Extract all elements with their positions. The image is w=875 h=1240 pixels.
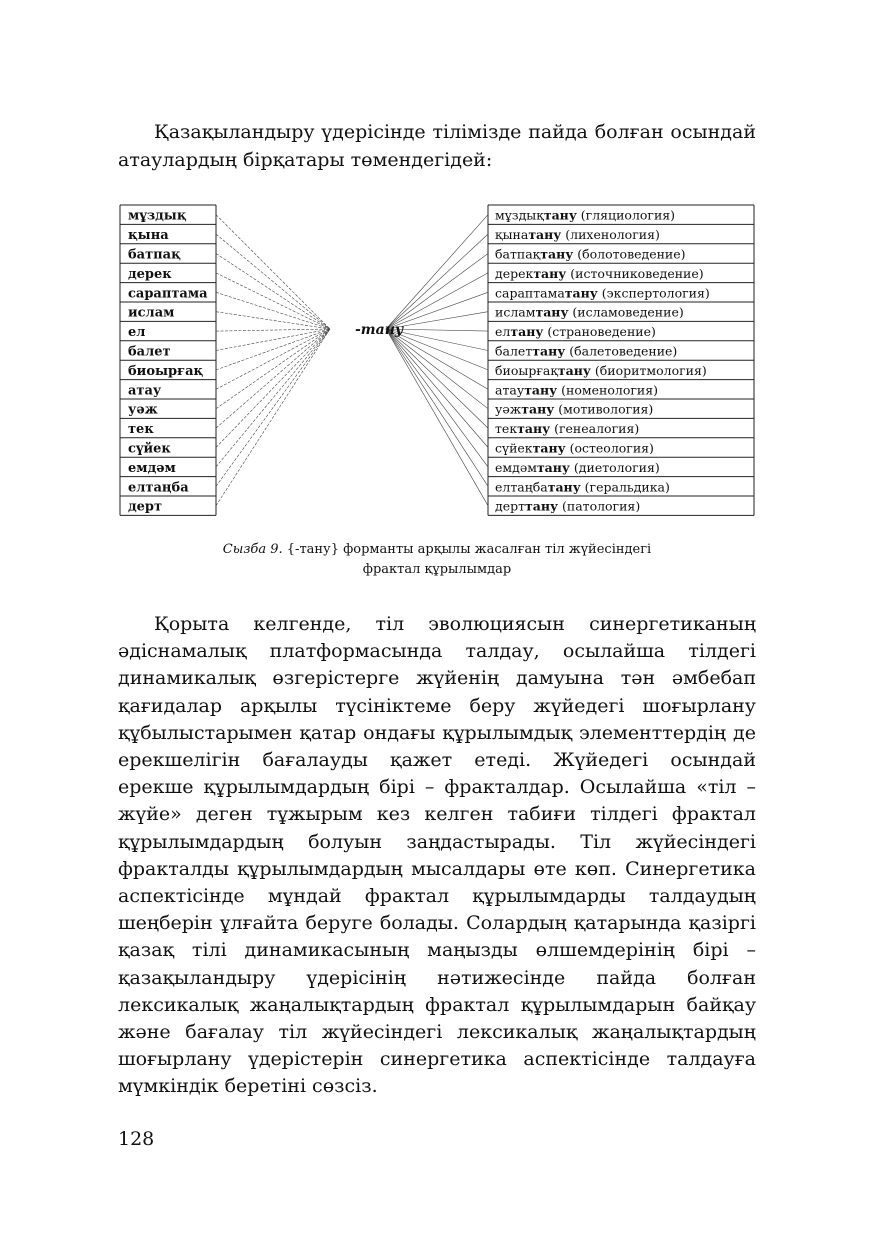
term-stem: қына [495,227,529,243]
left-word: ел [128,325,146,341]
term-gloss: (остеология) [565,440,654,456]
term-stem: батпақ [495,246,541,262]
term-stem: сүйек [495,440,533,456]
left-ray [216,329,330,351]
right-term [495,324,656,339]
term-suffix: тану [528,227,562,243]
left-word: тек [128,422,154,438]
intro-paragraph: Қазақыландыру үдерісінде тілімізде пайда болған осындай атаулардың бірқатары төмендегідей: [118,121,756,171]
right-ray [386,329,488,409]
center-suffix-label: -тану [355,322,404,338]
left-word: дерек [128,266,172,282]
term-stem: мұздық [495,207,544,223]
left-word: ислам [128,305,175,321]
left-word: биоырғақ [128,363,204,379]
right-term [495,305,684,320]
term-stem: емдәм [495,459,537,475]
term-gloss: (болотоведение) [573,246,686,262]
left-ray [216,329,330,448]
right-term [495,363,707,378]
left-ray [216,329,330,331]
term-suffix: тану [533,265,567,281]
left-ray [216,329,330,428]
right-term [495,460,660,475]
term-suffix: тану [536,459,570,475]
term-gloss: (номенология) [557,382,658,398]
term-suffix: тану [540,246,574,262]
term-suffix: тану [547,479,581,495]
left-ray [216,292,330,329]
term-gloss: (лихенология) [561,227,660,243]
right-term-table [488,205,754,515]
left-ray [216,329,330,486]
term-stem: атау [495,382,525,398]
left-word: балет [128,344,171,360]
right-term [495,499,640,514]
term-gloss: (исламоведение) [568,304,684,320]
right-term [495,441,654,456]
term-stem: балет [495,343,533,359]
right-term [495,479,670,494]
left-ray [216,329,330,370]
caption-line-2: фрактал құрылымдар [362,562,512,577]
term-suffix: тану [543,207,577,223]
caption-line-1: {-тану} форманты арқылы жасалған тіл жүйесіндегі [282,542,652,557]
right-term [495,344,677,359]
left-word: сүйек [128,441,171,457]
connector-lines [216,215,488,506]
term-gloss: (гляциология) [576,207,676,223]
term-stem: сараптама [495,285,565,301]
left-ray [216,329,330,409]
right-term [495,227,660,242]
left-word: қына [128,228,169,244]
right-term [495,285,710,300]
term-suffix: тану [532,343,566,359]
term-stem: уәж [495,401,522,417]
left-word: батпақ [128,247,181,263]
term-gloss: (страноведение) [543,324,656,340]
term-gloss: (диетология) [569,459,660,475]
term-stem: ислам [495,304,536,320]
right-term [495,208,675,223]
term-gloss: (мотивология) [554,401,654,417]
left-ray [216,329,330,389]
caption-label: Сызба 9. [222,542,283,557]
term-suffix: тану [517,421,551,437]
term-stem: биоырғақ [495,362,558,378]
left-ray [216,312,330,329]
left-word: атау [128,383,162,399]
body-paragraph: Қорыта келгенде, тіл эволюциясын синергетиканың әдіснамалық платформасында талдау, осылайша тілдегі динамикалық өзгерістерге жүйенің дамуына тән әмбебап қағидалар арқылы түсініктеме беру жүйедегі шоғырлану құбылыстарымен қатар ондағы құрылымдық элементтердің де ерекшелігін бағалауды қажет етеді. Жүйедегі осындай ерекше құрылымдардың бірі – фракталдар. Осылайша «тіл – жүйе» деген тұжырым кез келген табиғи тілдегі фрактал құрылымдардың болуын заңдастырады. Тіл жүйесіндегі фракталды құрылымдардың мысалдары өте көп. Синергетика аспектісінде мұндай фрактал құрылымдарды талдаудың шеңберін ұлғайта беруге болады. Солардың қатарында қазіргі қазақ тілі динамикасының маңызды өлшемдерінің бірі – қазақыландыру үдерісінің нәтижесінде пайда болған лексикалық жаңалықтардың фрактал құрылымдарын байқау және бағалау тіл жүйесіндегі лексикалық жаңалықтардың шоғырлану үдерістерін синергетика аспектісінде талдауға мүмкіндік беретіні сөзсіз. [118,613,756,1098]
term-suffix: тану [564,285,598,301]
term-suffix: тану [557,362,591,378]
term-suffix: тану [532,440,566,456]
fractal-diagram-svg [118,203,756,517]
left-word: сараптама [128,286,208,302]
left-word: елтаңба [128,480,189,496]
right-term [495,247,686,262]
left-word: дерт [128,499,163,515]
term-gloss: (источниковедение) [566,265,704,281]
fractal-diagram [118,203,756,517]
term-stem: ел [495,324,511,340]
left-ray [216,215,330,329]
left-word: мұздық [128,208,187,224]
right-term [495,421,639,436]
term-suffix: тану [510,324,544,340]
term-gloss: (балетоведение) [565,343,678,359]
left-word-table [120,205,216,515]
term-suffix: тану [535,304,569,320]
right-ray [386,215,488,329]
term-stem: дерт [495,498,526,514]
left-word: емдәм [128,460,176,476]
term-gloss: (геральдика) [580,479,670,495]
term-stem: дерек [495,265,534,281]
right-term [495,266,704,281]
term-suffix: тану [524,382,558,398]
left-ray [216,254,330,330]
left-ray [216,329,330,506]
term-gloss: (генеалогия) [550,421,640,437]
right-ray [386,329,488,448]
figure-caption [118,540,756,580]
left-word: уәж [128,402,158,418]
term-stem: елтаңба [495,479,548,495]
right-ray [386,329,488,506]
page-number: 128 [118,1128,155,1150]
term-stem: тек [495,421,518,437]
term-suffix: тану [521,401,555,417]
term-gloss: (патология) [558,498,641,514]
term-gloss: (экспертология) [597,285,710,301]
term-gloss: (биоритмология) [590,362,707,378]
right-ray [386,254,488,330]
right-ray [386,329,488,428]
right-term [495,402,653,417]
right-term [495,382,658,397]
right-ray [386,329,488,389]
term-suffix: тану [525,498,559,514]
right-ray [386,329,488,486]
